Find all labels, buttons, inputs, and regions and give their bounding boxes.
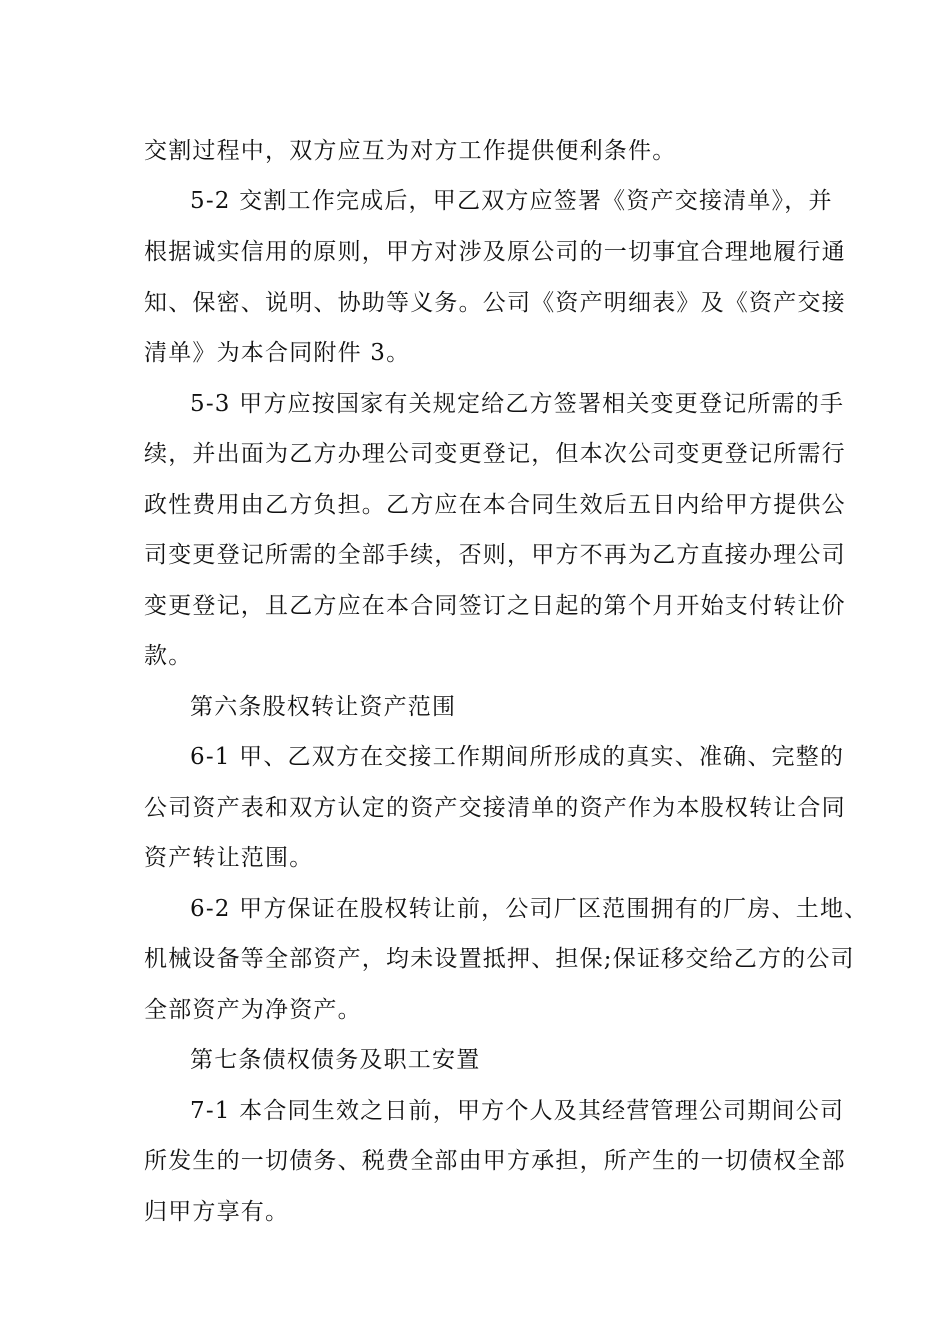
paragraph-6-2-start: 6-2 甲方保证在股权转让前，公司厂区范围拥有的厂房、土地、 [190,896,869,922]
text-line: 所发生的一切债务、税费全部由甲方承担，所产生的一切债权全部 [144,1148,846,1174]
text-line: 续，并出面为乙方办理公司变更登记，但本次公司变更登记所需行 [144,441,846,467]
paragraph-5-2-start: 5-2 交割工作完成后，甲乙双方应签署《资产交接清单》，并 [190,188,833,214]
article-7-heading: 第七条债权债务及职工安置 [190,1047,481,1073]
paragraph-6-1-start: 6-1 甲、乙双方在交接工作期间所形成的真实、准确、完整的 [190,744,845,770]
text-line: 司变更登记所需的全部手续，否则，甲方不再为乙方直接办理公司 [144,542,846,568]
paragraph-5-3-start: 5-3 甲方应按国家有关规定给乙方签署相关变更登记所需的手 [190,391,845,417]
text-line: 交割过程中，双方应互为对方工作提供便利条件。 [144,138,677,164]
text-line: 根据诚实信用的原则，甲方对涉及原公司的一切事宜合理地履行通 [144,239,846,265]
text-line: 资产转让范围。 [144,845,314,871]
text-line: 全部资产为净资产。 [144,997,362,1023]
text-line: 公司资产表和双方认定的资产交接清单的资产作为本股权转让合同 [144,795,846,821]
text-line: 知、保密、说明、协助等义务。公司《资产明细表》及《资产交接 [144,290,846,316]
text-line: 机械设备等全部资产，均未设置抵押、担保;保证移交给乙方的公司 [144,946,855,972]
text-line: 变更登记，且乙方应在本合同签订之日起的第个月开始支付转让价 [144,593,846,619]
article-6-heading: 第六条股权转让资产范围 [190,694,457,720]
text-line: 款。 [144,643,193,669]
text-line: 清单》为本合同附件 3。 [144,340,411,366]
text-line: 归甲方享有。 [144,1199,290,1225]
text-line: 政性费用由乙方负担。乙方应在本合同生效后五日内给甲方提供公 [144,492,846,518]
paragraph-7-1-start: 7-1 本合同生效之日前，甲方个人及其经营管理公司期间公司 [190,1098,845,1124]
